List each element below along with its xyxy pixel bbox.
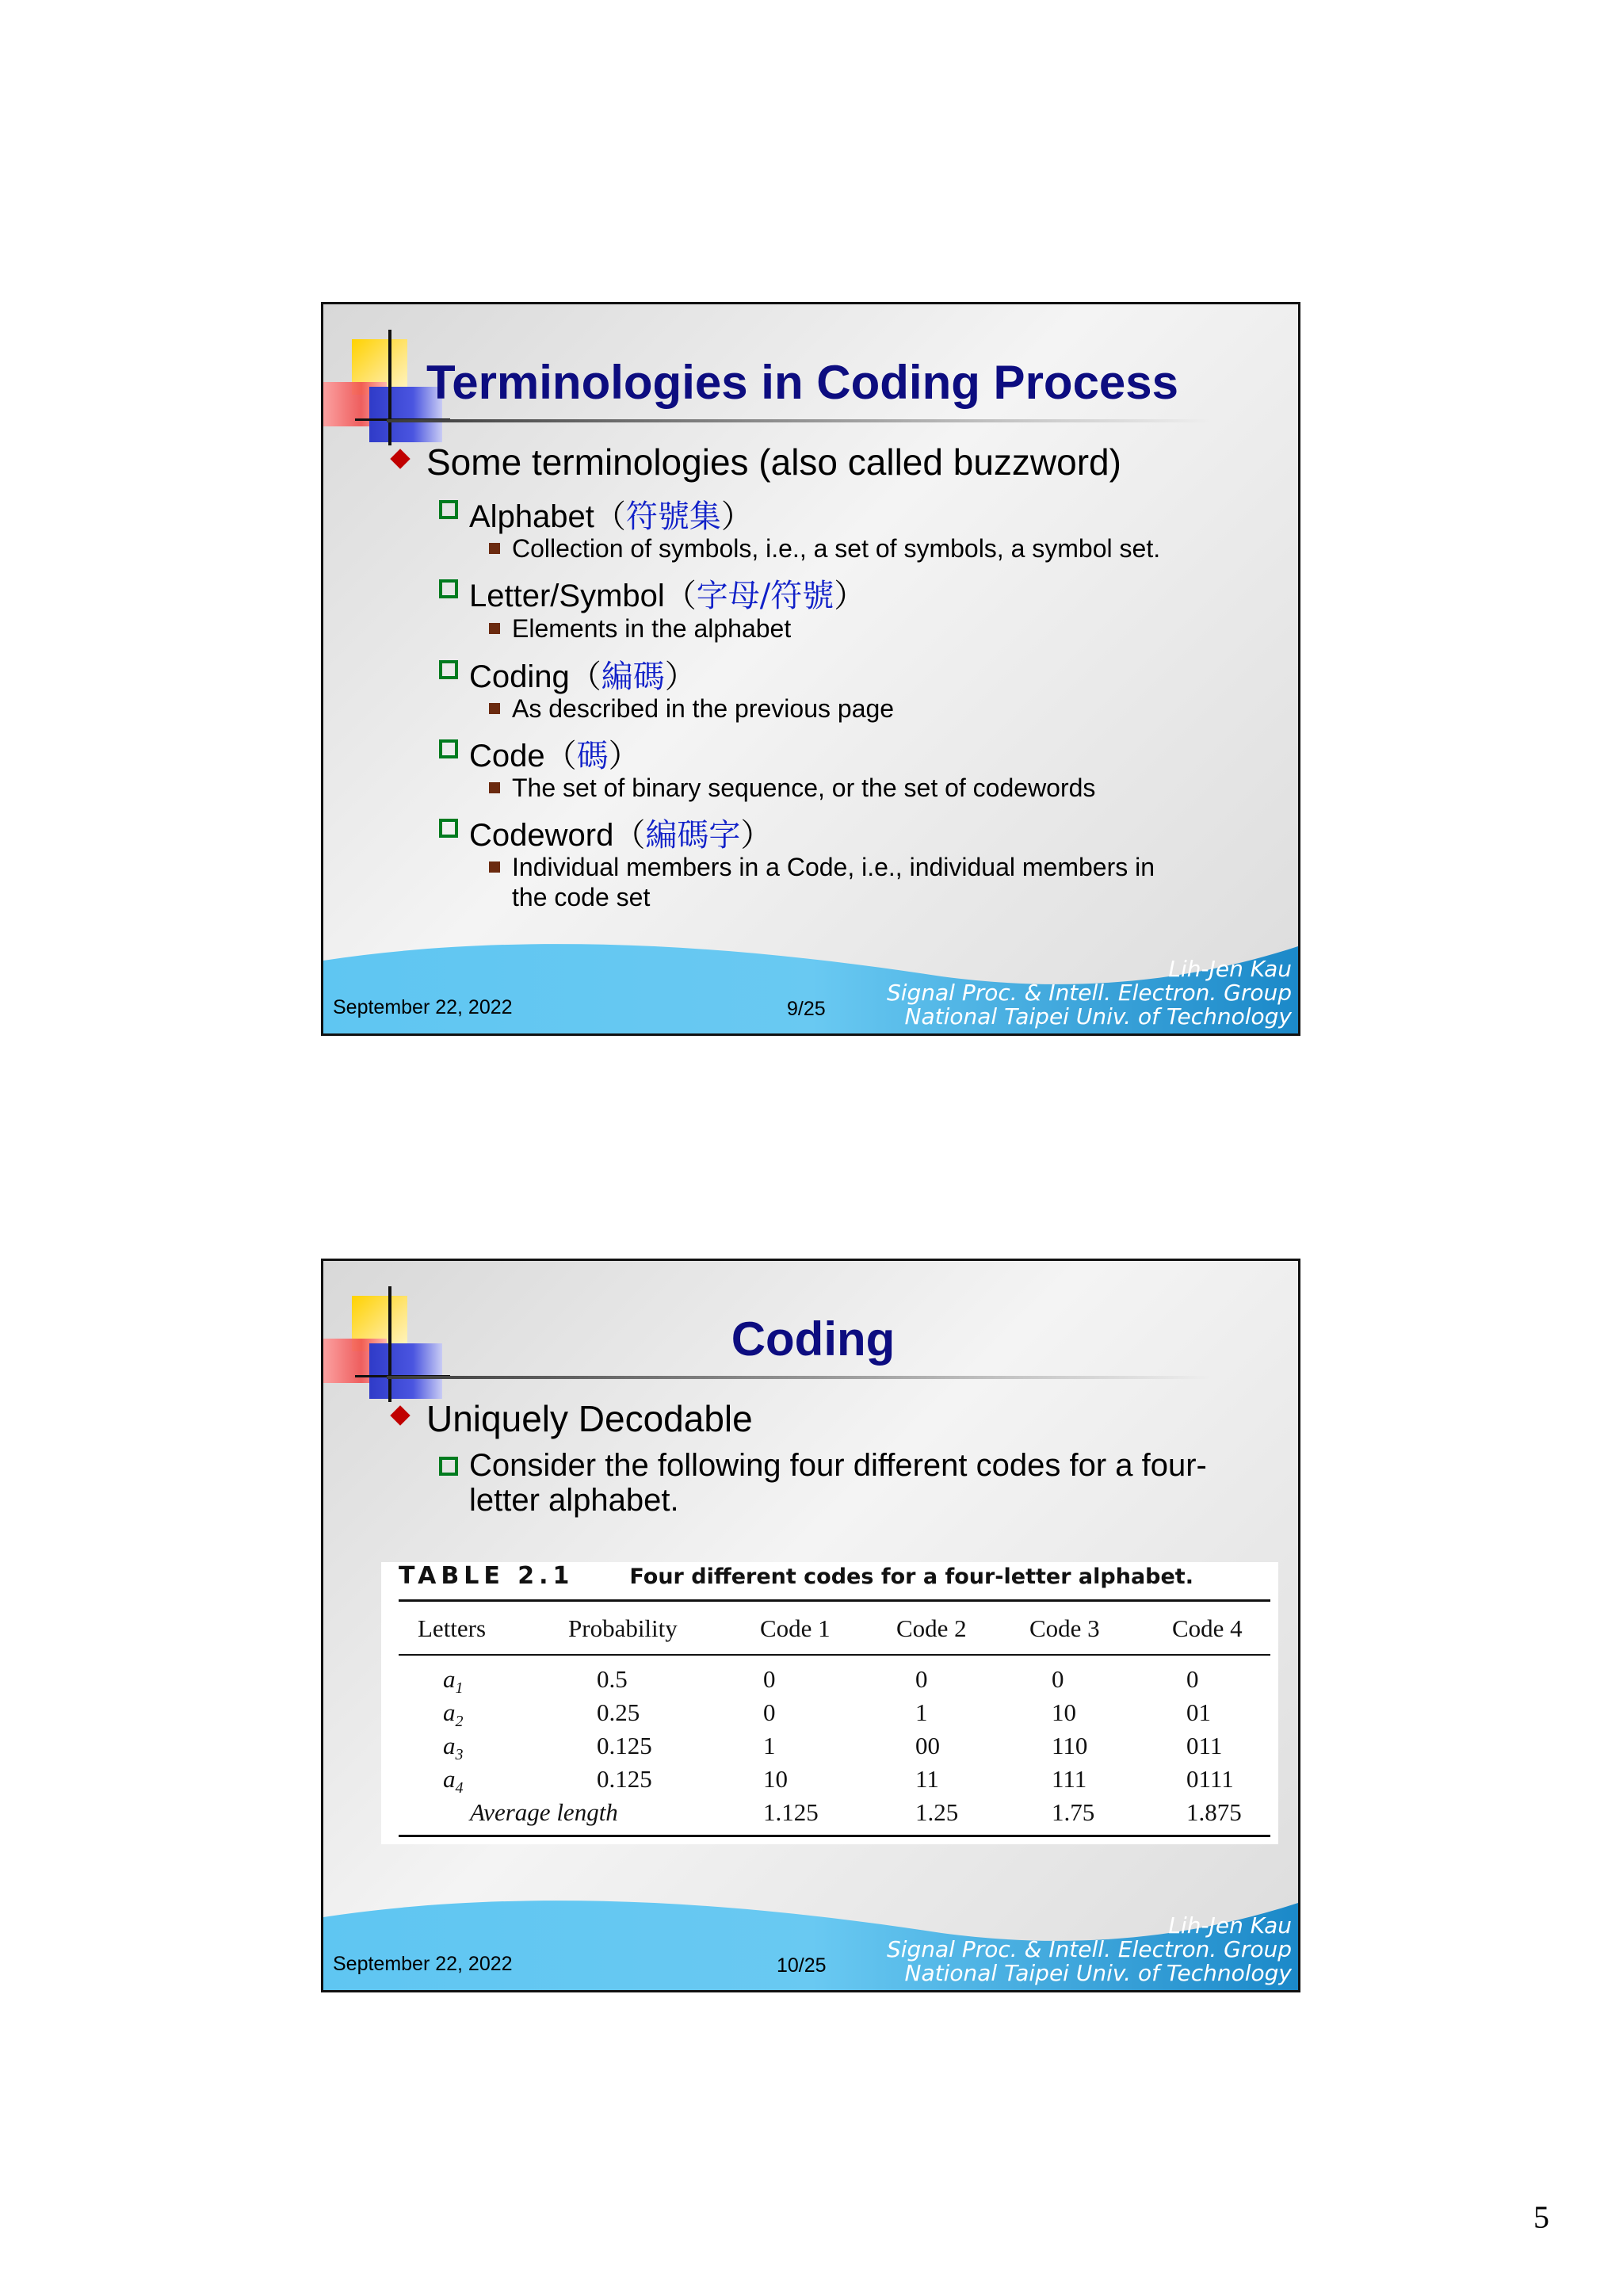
table-number: TABLE 2.1 — [399, 1562, 575, 1590]
term-label: Code — [469, 739, 545, 774]
table-cell: 0 — [763, 1698, 776, 1726]
footer-school: National Taipei Univ. of Technology — [904, 1960, 1292, 1986]
term-label: Letter/Symbol — [469, 579, 665, 613]
table-header: Probability — [568, 1614, 678, 1642]
slide-title: Terminologies in Coding Process — [426, 356, 1179, 409]
table-cell-letter: $a_3$ — [443, 1732, 464, 1764]
table-cell-letter: $a_2$ — [443, 1698, 464, 1731]
table-cell: 0.125 — [597, 1732, 652, 1759]
table-cell-letter: $a_4$ — [443, 1765, 464, 1797]
term-label: Codeword — [469, 818, 614, 853]
footer-page-number: 10/25 — [777, 1954, 827, 1977]
table-cell: 011 — [1186, 1732, 1223, 1759]
table-top-rule — [399, 1599, 1270, 1602]
table-cell: 0.5 — [597, 1665, 628, 1693]
term-chinese: 碼 — [576, 738, 609, 774]
term-description: Collection of symbols, i.e., a set of symbols, a symbol set. — [512, 534, 1160, 563]
footer-group: Signal Proc. & Intell. Electron. Group — [886, 980, 1292, 1006]
footer-date: September 22, 2022 — [333, 1953, 513, 1975]
table-cell: 110 — [1052, 1732, 1088, 1759]
footer-date: September 22, 2022 — [333, 996, 513, 1018]
bullet-level2: Consider the following four different codes for a four- — [469, 1448, 1207, 1484]
hollow-square-bullet-icon — [439, 819, 458, 838]
hollow-square-bullet-icon — [439, 500, 458, 519]
table-cell: 111 — [1052, 1765, 1087, 1793]
footer-author: Lih-Jen Kau — [1168, 1912, 1292, 1939]
diamond-bullet-icon — [390, 449, 410, 468]
code-table — [381, 1562, 1278, 1844]
hollow-square-bullet-icon — [439, 660, 458, 679]
table-cell: 1 — [915, 1698, 928, 1726]
table-cell: 1.875 — [1186, 1798, 1242, 1826]
table-cell: 00 — [915, 1732, 940, 1759]
term-label: Coding — [469, 659, 570, 694]
table-cell: 1 — [763, 1732, 776, 1759]
table-header: Code 2 — [896, 1614, 967, 1642]
square-bullet-icon — [489, 861, 500, 873]
bullet-level1 — [426, 1397, 753, 1440]
table-cell: 10 — [1052, 1698, 1076, 1726]
slide-10 — [321, 1259, 1300, 1992]
term-description-continued: the code set — [512, 883, 651, 911]
term-description: Individual members in a Code, i.e., individual members in — [512, 853, 1155, 882]
table-title: Four different codes for a four-letter alphabet. — [629, 1564, 1193, 1589]
table-cell: 11 — [915, 1765, 939, 1793]
table-header: Code 4 — [1172, 1614, 1243, 1642]
diamond-bullet-icon — [390, 1405, 410, 1425]
bullet-text: Uniquely Decodable — [426, 1398, 753, 1439]
hollow-square-bullet-icon — [439, 739, 458, 758]
square-bullet-icon — [489, 703, 500, 714]
table-cell: 0111 — [1186, 1765, 1234, 1793]
square-bullet-icon — [489, 623, 500, 634]
table-cell: 10 — [763, 1765, 788, 1793]
footer-page-number: 9/25 — [787, 998, 826, 1020]
table-cell: 0 — [1186, 1665, 1199, 1693]
footer-credit — [887, 957, 1292, 1029]
table-cell: 0.125 — [597, 1765, 652, 1793]
term-chinese: 編碼 — [601, 659, 665, 695]
table-header: Code 1 — [760, 1614, 831, 1642]
table-cell-letter: $a_1$ — [443, 1665, 464, 1698]
table-cell: 01 — [1186, 1698, 1211, 1726]
footer-school: National Taipei Univ. of Technology — [904, 1003, 1292, 1030]
square-bullet-icon — [489, 543, 500, 554]
term-item-alphabet: Alphabet（符號集） — [469, 491, 753, 537]
term-description: Elements in the alphabet — [512, 614, 791, 644]
term-chinese: 編碼字 — [645, 817, 741, 854]
table-cell: 0 — [1052, 1665, 1064, 1693]
square-bullet-icon — [489, 782, 500, 793]
term-description: As described in the previous page — [512, 694, 894, 724]
term-chinese: 符號集 — [625, 499, 721, 535]
term-item-coding: Coding（編碼） — [469, 651, 697, 697]
bullet-level1 — [426, 441, 1121, 483]
term-item-code: Code（碼） — [469, 731, 640, 776]
table-cell: 1.25 — [915, 1798, 959, 1826]
hollow-square-bullet-icon — [439, 1457, 458, 1476]
term-description: The set of binary sequence, or the set of codewords — [512, 774, 1095, 803]
hollow-square-bullet-icon — [439, 579, 458, 598]
table-cell: 0.25 — [597, 1698, 640, 1726]
document-page-number: 5 — [1533, 2199, 1549, 2235]
title-divider — [387, 419, 1211, 422]
table-cell: 1.125 — [763, 1798, 819, 1826]
table-cell: 0 — [915, 1665, 928, 1693]
term-label: Alphabet — [469, 499, 594, 534]
table-header: Letters — [418, 1614, 487, 1642]
table-bottom-rule — [399, 1835, 1270, 1837]
slide-title: Coding — [731, 1312, 896, 1366]
title-divider — [387, 1376, 1211, 1379]
term-item-codeword: Codeword（編碼字） — [469, 810, 772, 855]
term-item-letter-symbol: Letter/Symbol（字母/符號） — [469, 571, 865, 616]
bullet-text: Some terminologies (also called buzzword) — [426, 441, 1121, 483]
footer-credit — [887, 1914, 1292, 1985]
table-caption — [399, 1562, 1193, 1590]
footer-author: Lih-Jen Kau — [1168, 956, 1292, 982]
table-header: Code 3 — [1029, 1614, 1100, 1642]
bullet-level2-continued: letter alphabet. — [469, 1483, 679, 1518]
table-cell: 0 — [763, 1665, 776, 1693]
slide-9 — [321, 302, 1300, 1036]
table-header-rule — [399, 1654, 1270, 1656]
term-chinese: 字母/符號 — [696, 578, 834, 614]
table-cell-average-label: Average length — [470, 1798, 618, 1826]
footer-group: Signal Proc. & Intell. Electron. Group — [886, 1936, 1292, 1962]
table-cell: 1.75 — [1052, 1798, 1095, 1826]
